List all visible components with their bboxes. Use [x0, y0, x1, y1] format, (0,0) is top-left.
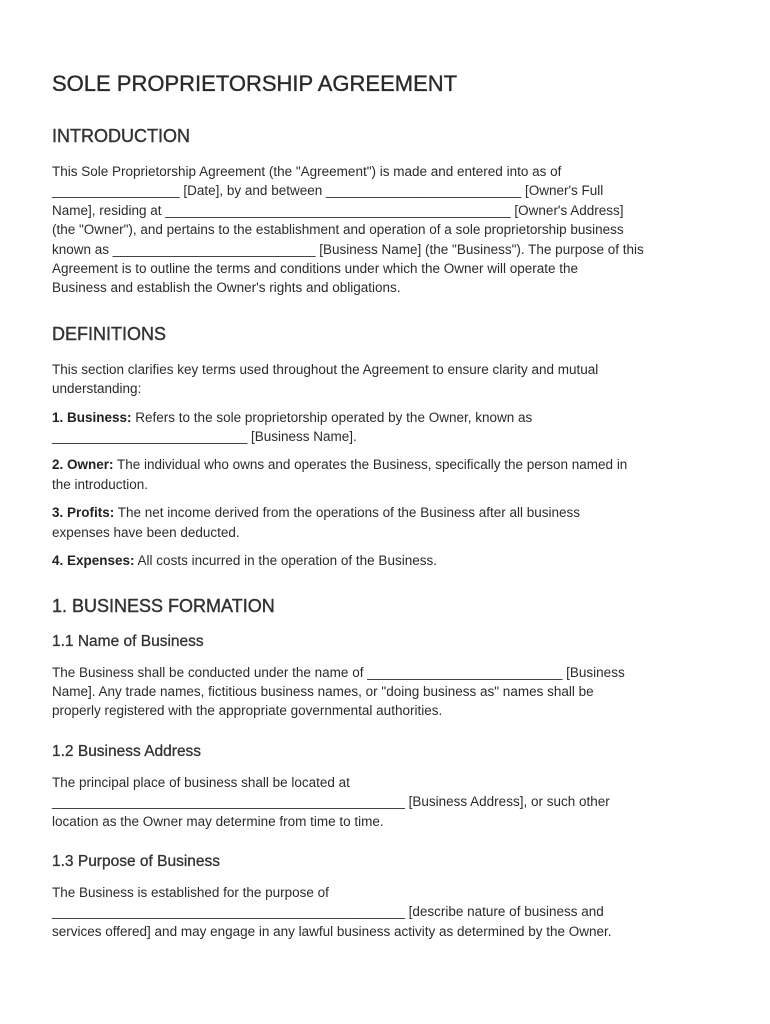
definition-term: 4. Expenses:: [52, 553, 135, 569]
intro-line: Business and establish the Owner's rights and obligations.: [52, 280, 401, 296]
definitions-heading: DEFINITIONS: [52, 323, 167, 344]
definition-text: the introduction.: [52, 476, 149, 492]
definition-text: expenses have been deducted.: [52, 524, 240, 540]
definition-term: 3. Profits:: [52, 505, 115, 521]
subsection-line: The Business is established for the purpose of: [52, 884, 329, 900]
subsection-line: The principal place of business shall be located at: [52, 774, 350, 790]
business-formation-heading: 1. BUSINESS FORMATION: [52, 595, 275, 616]
definition-text: The net income derived from the operations of the Business after all business: [114, 505, 581, 521]
intro-line: This Sole Proprietorship Agreement (the "Agreement") is made and entered into as of: [52, 164, 562, 179]
subsection-paragraph-business-address: [52, 773, 722, 831]
subsection-heading-purpose-of-business: 1.3 Purpose of Business: [52, 852, 221, 870]
introduction-paragraph: [52, 162, 722, 298]
subsection-heading-business-address: 1.2 Business Address: [52, 742, 202, 760]
document-title: SOLE PROPRIETORSHIP AGREEMENT: [52, 71, 458, 96]
intro-line: (the "Owner"), and pertains to the establishment and operation of a sole proprietorship business: [52, 222, 624, 238]
subsection-line: The Business shall be conducted under the name of __________________________ [Business: [52, 664, 625, 680]
subsection-line: _______________________________________________ [describe nature of business and: [52, 904, 604, 920]
definition-text: The individual who owns and operates the Business, specifically the person named in: [113, 457, 628, 473]
definition-item-owner: [52, 455, 722, 494]
subsection-line: services offered] and may engage in any lawful business activity as determined by the Owner.: [52, 923, 612, 939]
subsection-heading-name-of-business: 1.1 Name of Business: [52, 632, 204, 650]
definition-term: 1. Business:: [52, 409, 132, 425]
definitions-lead-line: This section clarifies key terms used throughout the Agreement to ensure clarity and mutual: [52, 361, 599, 377]
definition-item-business: [52, 408, 722, 447]
definition-item-profits: [52, 503, 722, 542]
subsection-line: properly registered with the appropriate governmental authorities.: [52, 703, 443, 719]
subsection-paragraph-name-of-business: [52, 663, 722, 721]
intro-line: known as ___________________________ [Business Name] (the "Business"). The purpose of this: [52, 241, 644, 257]
definition-term: 2. Owner:: [52, 457, 114, 473]
subsection-line: Name]. Any trade names, fictitious business names, or "doing business as" names shall be: [52, 683, 594, 699]
definition-item-expenses: [52, 551, 722, 570]
definition-text: Refers to the sole proprietorship operated by the Owner, known as: [131, 409, 533, 425]
definitions-lead: [52, 360, 722, 399]
definitions-lead-line: understanding:: [52, 381, 142, 397]
definition-text: All costs incurred in the operation of the Business.: [134, 553, 437, 569]
subsection-line: location as the Owner may determine from time to time.: [52, 813, 384, 829]
document-page: [52, 68, 722, 962]
intro-line: Agreement is to outline the terms and conditions under which the Owner will operate the: [52, 261, 579, 277]
subsection-line: _______________________________________________ [Business Address], or such other: [52, 794, 610, 810]
intro-line: Name], residing at ______________________________________________ [Owner's Address]: [52, 202, 624, 218]
intro-line: _________________ [Date], by and between __________________________ [Owner's Full: [52, 183, 604, 199]
introduction-heading: INTRODUCTION: [52, 126, 190, 146]
definition-text: __________________________ [Business Name].: [52, 429, 357, 445]
subsection-paragraph-purpose-of-business: [52, 883, 722, 941]
